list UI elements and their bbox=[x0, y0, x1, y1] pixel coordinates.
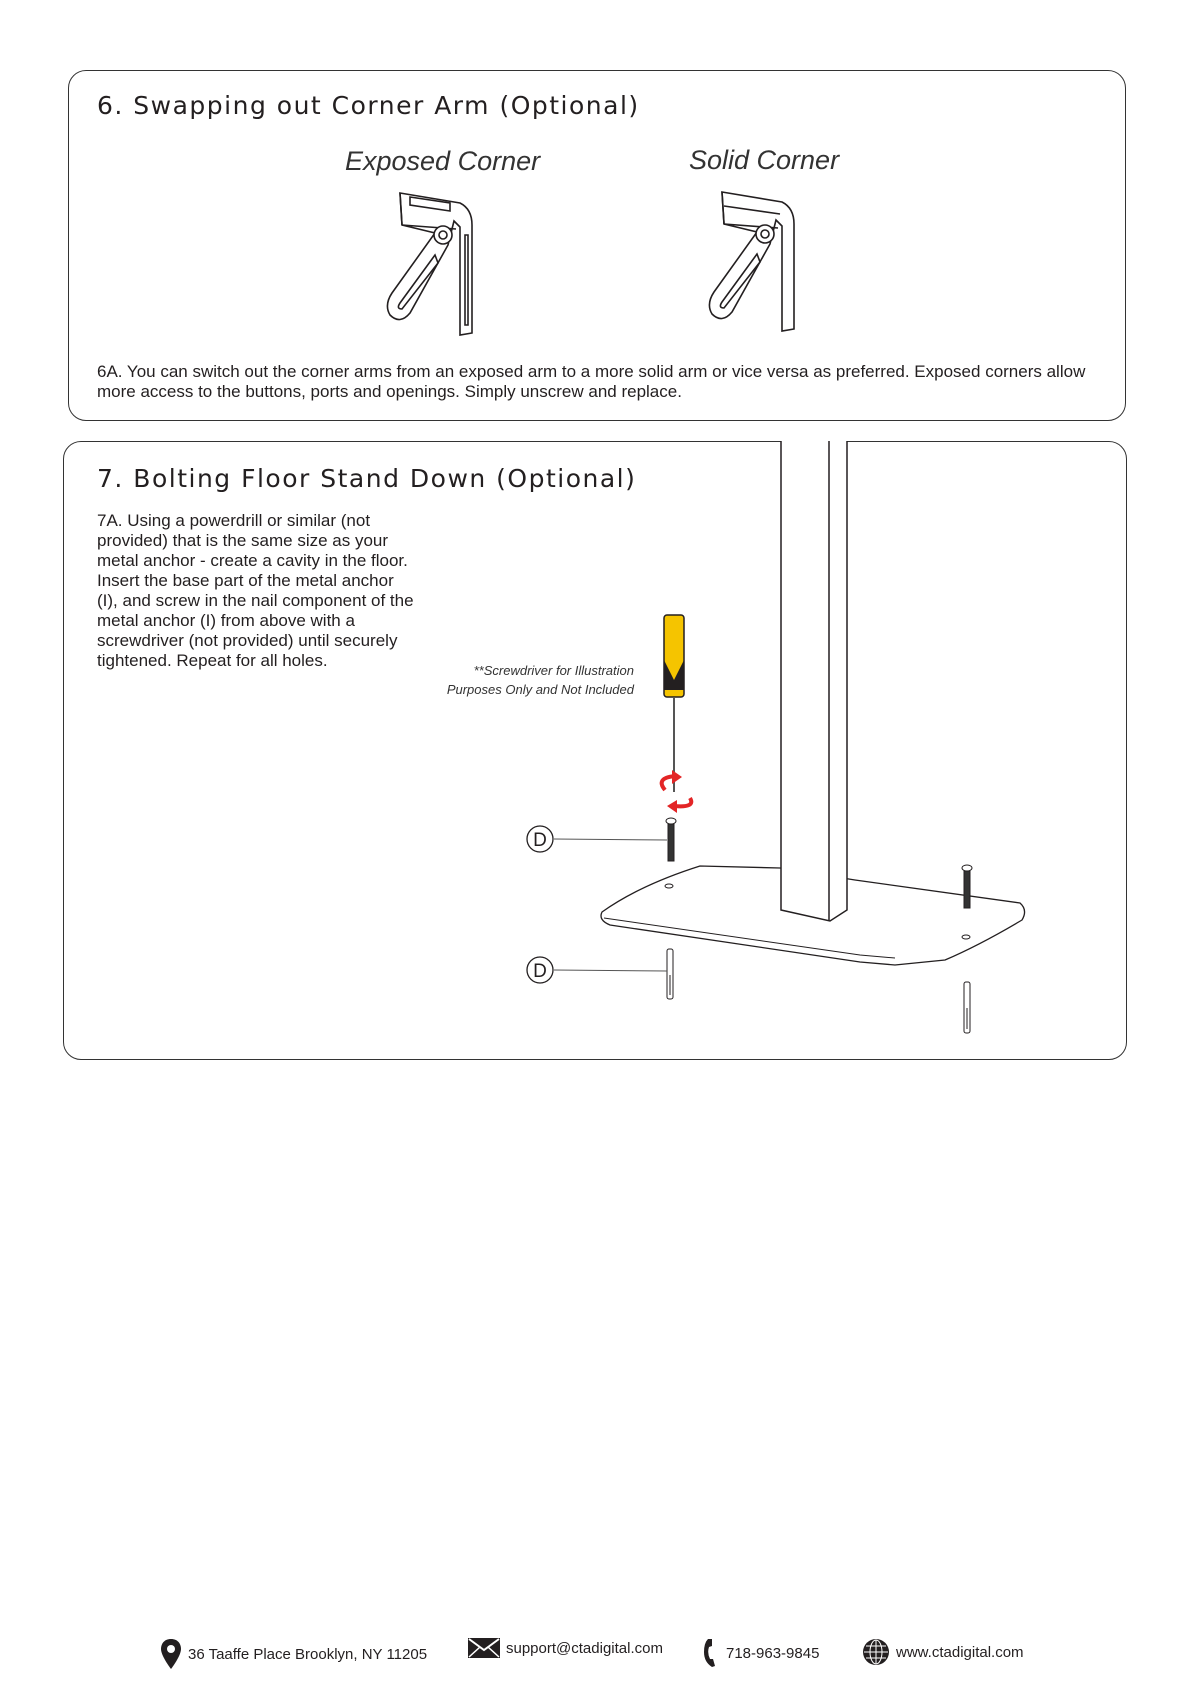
envelope-icon bbox=[468, 1638, 500, 1658]
email-link[interactable]: support@ctadigital.com bbox=[506, 1639, 663, 1657]
footer-phone bbox=[702, 1638, 819, 1668]
section-7a-text: 7A. Using a powerdrill or similar (not provided) that is the same size as your metal anchor - create a cavity in the floor. Insert the base part of the metal anchor (I), and screw in the nail component of the metal anchor (I) from above with a screwdriver (not provided) until securely tightened. Repeat for all holes. bbox=[97, 511, 414, 670]
footer-email[interactable] bbox=[468, 1638, 663, 1658]
caption-line-1: **Screwdriver for Illustration bbox=[473, 663, 634, 678]
address-text: 36 Taaffe Place Brooklyn, NY 11205 bbox=[188, 1645, 428, 1663]
screw-right bbox=[962, 865, 972, 908]
caption-line-2: Purposes Only and Not Included bbox=[446, 682, 634, 697]
section-7-title: 7. Bolting Floor Stand Down (Optional) bbox=[97, 464, 637, 493]
anchor-left bbox=[667, 949, 673, 999]
section-6a-text: 6A. You can switch out the corner arms from an exposed arm to a more solid arm or vice versa as preferred. Exposed corners allow more access to the buttons, ports and openings. Simply unscrew and replace. bbox=[97, 362, 1086, 401]
phone-text: 718-963-9845 bbox=[726, 1644, 820, 1662]
solid-corner-label: Solid Corner bbox=[689, 145, 840, 175]
screw-top-left bbox=[666, 818, 676, 861]
section-6-title: 6. Swapping out Corner Arm (Optional) bbox=[97, 91, 640, 120]
exposed-corner-label: Exposed Corner bbox=[345, 146, 541, 176]
callout-d-top: D bbox=[533, 830, 547, 851]
globe-icon bbox=[862, 1638, 890, 1666]
callout-d-bottom: D bbox=[533, 961, 547, 982]
anchor-right bbox=[964, 982, 970, 1033]
phone-icon bbox=[702, 1638, 720, 1668]
stand-pole bbox=[781, 441, 847, 921]
screwdriver-icon bbox=[664, 615, 684, 792]
location-pin-icon bbox=[160, 1638, 182, 1670]
rotation-arrow-icon bbox=[662, 770, 692, 813]
website-link[interactable]: www.ctadigital.com bbox=[896, 1643, 1024, 1661]
footer-address bbox=[160, 1638, 427, 1670]
footer-website[interactable] bbox=[862, 1638, 1024, 1666]
